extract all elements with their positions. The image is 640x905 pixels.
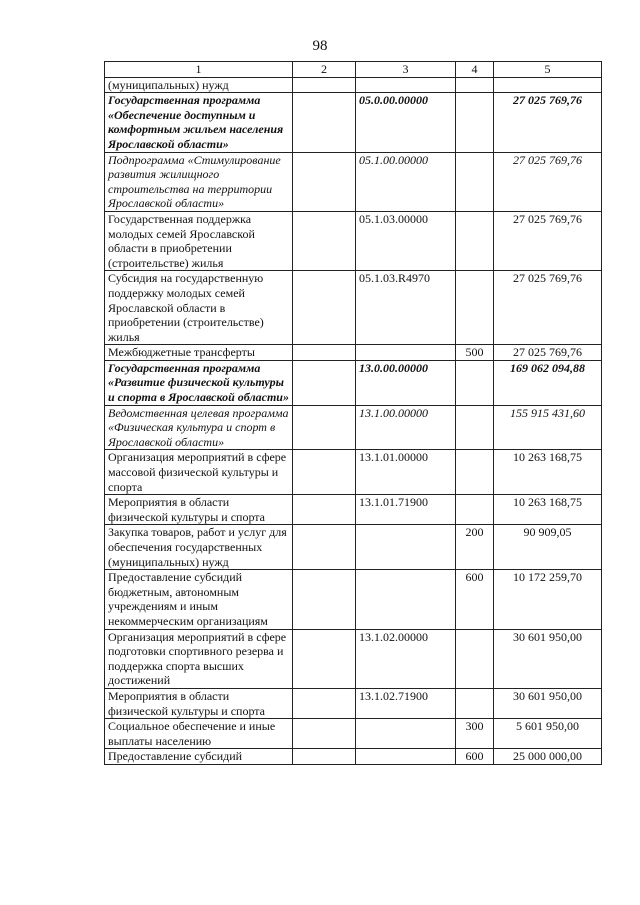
row-name-cell: Предоставление субсидий бюджетным, автономным учреждениям и иным некоммерческим организациям (105, 570, 293, 629)
row-amount-cell: 30 601 950,00 (494, 688, 602, 718)
table-row (105, 749, 602, 765)
row-chapter-cell (293, 211, 356, 270)
row-chapter-cell (293, 405, 356, 450)
row-name-cell: Социальное обеспечение и иные выплаты населению (105, 719, 293, 749)
row-name-cell: Государственная программа «Обеспечение доступным и комфортным жильем населения Ярославской области» (105, 93, 293, 152)
row-name-cell: Государственная поддержка молодых семей Ярославской области в приобретении (строительстве) жилья (105, 211, 293, 270)
row-type-cell (456, 93, 494, 152)
table-row (105, 360, 602, 405)
row-chapter-cell (293, 152, 356, 211)
row-code-cell: 13.1.02.71900 (356, 688, 456, 718)
table-row (105, 525, 602, 570)
table-header-row (105, 62, 602, 78)
row-code-cell (356, 719, 456, 749)
table-row (105, 405, 602, 450)
row-type-cell (456, 450, 494, 495)
row-name-cell: Подпрограмма «Стимулирование развития жилищного строительства на территории Ярославской области» (105, 152, 293, 211)
table-row (105, 77, 602, 93)
row-type-cell (456, 77, 494, 93)
row-code-cell: 13.1.00.00000 (356, 405, 456, 450)
row-code-cell: 13.0.00.00000 (356, 360, 456, 405)
row-code-cell (356, 77, 456, 93)
row-amount-cell (494, 77, 602, 93)
budget-table (104, 61, 602, 765)
row-type-cell: 200 (456, 525, 494, 570)
column-header-4: 4 (456, 62, 494, 78)
row-amount-cell: 155 915 431,60 (494, 405, 602, 450)
row-chapter-cell (293, 360, 356, 405)
table-row (105, 688, 602, 718)
row-chapter-cell (293, 688, 356, 718)
table-row (105, 93, 602, 152)
row-chapter-cell (293, 495, 356, 525)
row-code-cell: 13.1.01.00000 (356, 450, 456, 495)
row-code-cell: 05.1.03.R4970 (356, 271, 456, 345)
row-type-cell (456, 211, 494, 270)
row-amount-cell: 169 062 094,88 (494, 360, 602, 405)
row-name-cell: Субсидия на государственную поддержку молодых семей Ярославской области в приобретении (строительстве) жилья (105, 271, 293, 345)
row-type-cell (456, 152, 494, 211)
row-type-cell: 300 (456, 719, 494, 749)
row-amount-cell: 90 909,05 (494, 525, 602, 570)
column-header-5: 5 (494, 62, 602, 78)
row-code-cell (356, 345, 456, 361)
column-header-2: 2 (293, 62, 356, 78)
page-number: 98 (312, 38, 328, 54)
row-name-cell: Ведомственная целевая программа «Физическая культура и спорт в Ярославской области» (105, 405, 293, 450)
table-row (105, 719, 602, 749)
row-amount-cell: 10 172 259,70 (494, 570, 602, 629)
row-chapter-cell (293, 271, 356, 345)
row-amount-cell: 27 025 769,76 (494, 345, 602, 361)
row-name-cell: Мероприятия в области физической культуры и спорта (105, 688, 293, 718)
row-chapter-cell (293, 570, 356, 629)
row-chapter-cell (293, 719, 356, 749)
row-type-cell (456, 405, 494, 450)
row-chapter-cell (293, 345, 356, 361)
row-amount-cell: 30 601 950,00 (494, 629, 602, 688)
row-amount-cell: 27 025 769,76 (494, 211, 602, 270)
row-code-cell: 13.1.01.71900 (356, 495, 456, 525)
row-chapter-cell (293, 93, 356, 152)
row-chapter-cell (293, 749, 356, 765)
row-name-cell: Организация мероприятий в сфере подготовки спортивного резерва и поддержка спорта высших достижений (105, 629, 293, 688)
row-amount-cell: 27 025 769,76 (494, 152, 602, 211)
row-name-cell: Предоставление субсидий (105, 749, 293, 765)
row-type-cell (456, 360, 494, 405)
row-code-cell: 05.1.03.00000 (356, 211, 456, 270)
row-chapter-cell (293, 77, 356, 93)
row-code-cell: 13.1.02.00000 (356, 629, 456, 688)
row-name-cell: Закупка товаров, работ и услуг для обеспечения государственных (муниципальных) нужд (105, 525, 293, 570)
row-name-cell: Государственная программа «Развитие физической культуры и спорта в Ярославской области» (105, 360, 293, 405)
row-type-cell: 600 (456, 749, 494, 765)
row-chapter-cell (293, 629, 356, 688)
row-name-cell: Межбюджетные трансферты (105, 345, 293, 361)
row-code-cell (356, 570, 456, 629)
row-amount-cell: 25 000 000,00 (494, 749, 602, 765)
table-row (105, 450, 602, 495)
row-type-cell: 600 (456, 570, 494, 629)
row-type-cell (456, 271, 494, 345)
table-row (105, 345, 602, 361)
column-header-1: 1 (105, 62, 293, 78)
row-type-cell: 500 (456, 345, 494, 361)
table-row (105, 271, 602, 345)
table-row (105, 629, 602, 688)
row-code-cell (356, 525, 456, 570)
row-name-cell: Организация мероприятий в сфере массовой физической культуры и спорта (105, 450, 293, 495)
row-amount-cell: 27 025 769,76 (494, 93, 602, 152)
row-type-cell (456, 688, 494, 718)
row-type-cell (456, 495, 494, 525)
table-row (105, 152, 602, 211)
table-row (105, 570, 602, 629)
row-code-cell: 05.1.00.00000 (356, 152, 456, 211)
row-code-cell: 05.0.00.00000 (356, 93, 456, 152)
row-chapter-cell (293, 450, 356, 495)
table-row (105, 495, 602, 525)
column-header-3: 3 (356, 62, 456, 78)
row-code-cell (356, 749, 456, 765)
row-amount-cell: 10 263 168,75 (494, 495, 602, 525)
row-chapter-cell (293, 525, 356, 570)
row-amount-cell: 5 601 950,00 (494, 719, 602, 749)
table-row (105, 211, 602, 270)
row-amount-cell: 10 263 168,75 (494, 450, 602, 495)
row-name-cell: (муниципальных) нужд (105, 77, 293, 93)
row-name-cell: Мероприятия в области физической культуры и спорта (105, 495, 293, 525)
row-type-cell (456, 629, 494, 688)
row-amount-cell: 27 025 769,76 (494, 271, 602, 345)
